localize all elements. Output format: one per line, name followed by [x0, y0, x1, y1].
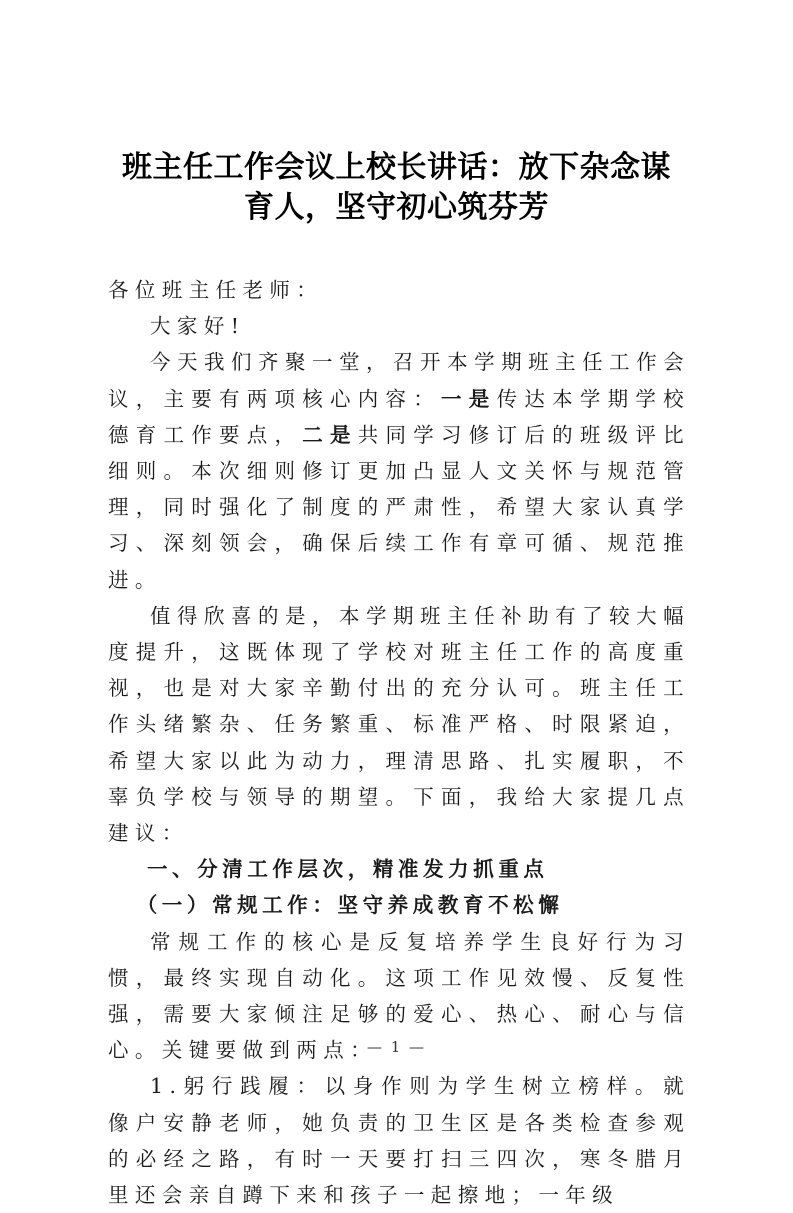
- salutation: 各位班主任老师：: [108, 278, 324, 302]
- paragraph-intro-text-1: 今天我们齐聚一堂，召开本学期班主任工作会议，主要有两项核心内容：: [108, 350, 690, 411]
- section-heading-1: 一、分清工作层次，精准发力抓重点: [146, 857, 549, 882]
- emphasis-first: 一是: [441, 386, 497, 411]
- emphasis-second: 二是: [302, 422, 358, 447]
- paragraph-intro: [108, 344, 690, 597]
- title-line-2: 育人，坚守初心筑芬芳: [244, 190, 549, 225]
- document-body: [108, 272, 690, 1213]
- title-line-1: 班主任工作会议上校长讲话：放下杂念谋: [122, 150, 671, 185]
- document-title: [100, 148, 693, 228]
- paragraph-intro-text-3: 共同学习修订后的班级评比细则。本次细则修订更加凸显人文关怀与规范管理，同时强化了制度的严肃性，希望大家认真学习、深刻领会，确保后续工作有章可循、规范推进。: [108, 422, 690, 592]
- paragraph-intro-text-2: 传达本学期学校德育工作要点，: [108, 386, 690, 447]
- page-number: — 1 —: [366, 1038, 427, 1056]
- paragraph-lead-by-example: 1.躬行践履：以身作则为学生树立榜样。就像户安静老师，她负责的卫生区是各类检查参观的必经之路，有时一天要打扫三四次，寒冬腊月里还会亲自蹲下来和孩子一起擦地；一年级: [108, 1074, 690, 1208]
- greeting: 大家好!: [150, 314, 246, 339]
- paragraph-subsidy: 值得欣喜的是，本学期班主任补助有了较大幅度提升，这既体现了学校对班主任工作的高度重视，也是对大家辛勤付出的充分认可。班主任工作头绪繁杂、任务繁重、标准严格、时限紧迫，希望大家以此为动力，理清思路、扎实履职，不辜负学校与领导的期望。下面，我给大家提几点建议：: [108, 603, 690, 846]
- paragraph-routine-work: 常规工作的核心是反复培养学生良好行为习惯，最终实现自动化。这项工作见效慢、反复性强，需要大家倾注足够的爱心、热心、耐心与信心。关键要做到两点：: [108, 929, 690, 1063]
- subsection-heading-1: （一）常规工作：坚守养成教育不松懈: [136, 893, 564, 918]
